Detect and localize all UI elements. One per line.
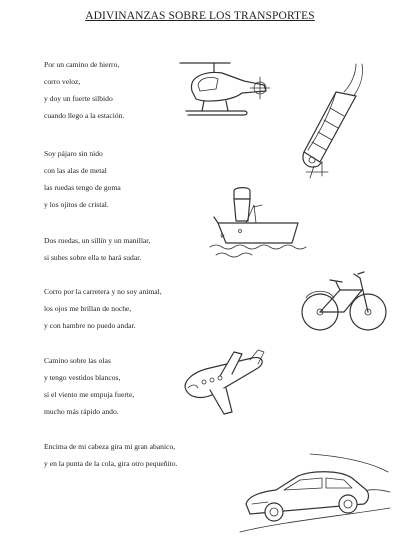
riddle-car [44, 283, 162, 334]
page-title: ADIVINANZAS SOBRE LOS TRANSPORTES [85, 10, 315, 22]
riddle-line: con las alas de metal [44, 166, 107, 175]
riddle-train [44, 56, 124, 124]
riddle-line: Soy pájaro sin nido [44, 149, 103, 158]
riddle-line: y tengo vestidos blancos, [44, 373, 121, 382]
riddle-airplane [44, 145, 121, 213]
riddle-line: las ruedas tengo de goma [44, 183, 121, 192]
riddle-line: Camino sobre las olas [44, 356, 111, 365]
riddle-line: y en la punta de la cola, gira otro pequeñito. [44, 459, 178, 468]
riddle-line: mucho más rápido ando. [44, 407, 119, 416]
riddle-line: los ojos me brillan de noche, [44, 304, 132, 313]
bicycle-drawing [300, 262, 390, 334]
riddle-helicopter [44, 438, 177, 472]
riddle-bicycle [44, 232, 150, 266]
riddle-line: Encima de mi cabeza gira mi gran abanico, [44, 442, 176, 451]
train-drawing [300, 62, 390, 180]
riddle-line: si subes sobre ella te hará sudar. [44, 253, 142, 262]
riddle-line: si el viento me empuja fuerte, [44, 390, 135, 399]
riddle-line: y con hambre no puedo andar. [44, 321, 136, 330]
car-drawing [240, 452, 390, 538]
riddle-line: Por un camino de hierro, [44, 60, 120, 69]
riddle-line: cuando llego a la estación. [44, 111, 125, 120]
boat-drawing [210, 183, 306, 265]
riddle-line: y los ojitos de cristal. [44, 200, 109, 209]
airplane-drawing [180, 350, 270, 416]
riddle-line: Dos ruedas, un sillín y un manillar, [44, 236, 151, 245]
riddle-line: corro veloz, [44, 77, 81, 86]
riddle-line: y doy un fuerte silbido [44, 94, 113, 103]
riddle-boat [44, 352, 134, 420]
riddle-line: Corro por la carretera y no soy animal, [44, 287, 162, 296]
helicopter-drawing [178, 55, 278, 119]
